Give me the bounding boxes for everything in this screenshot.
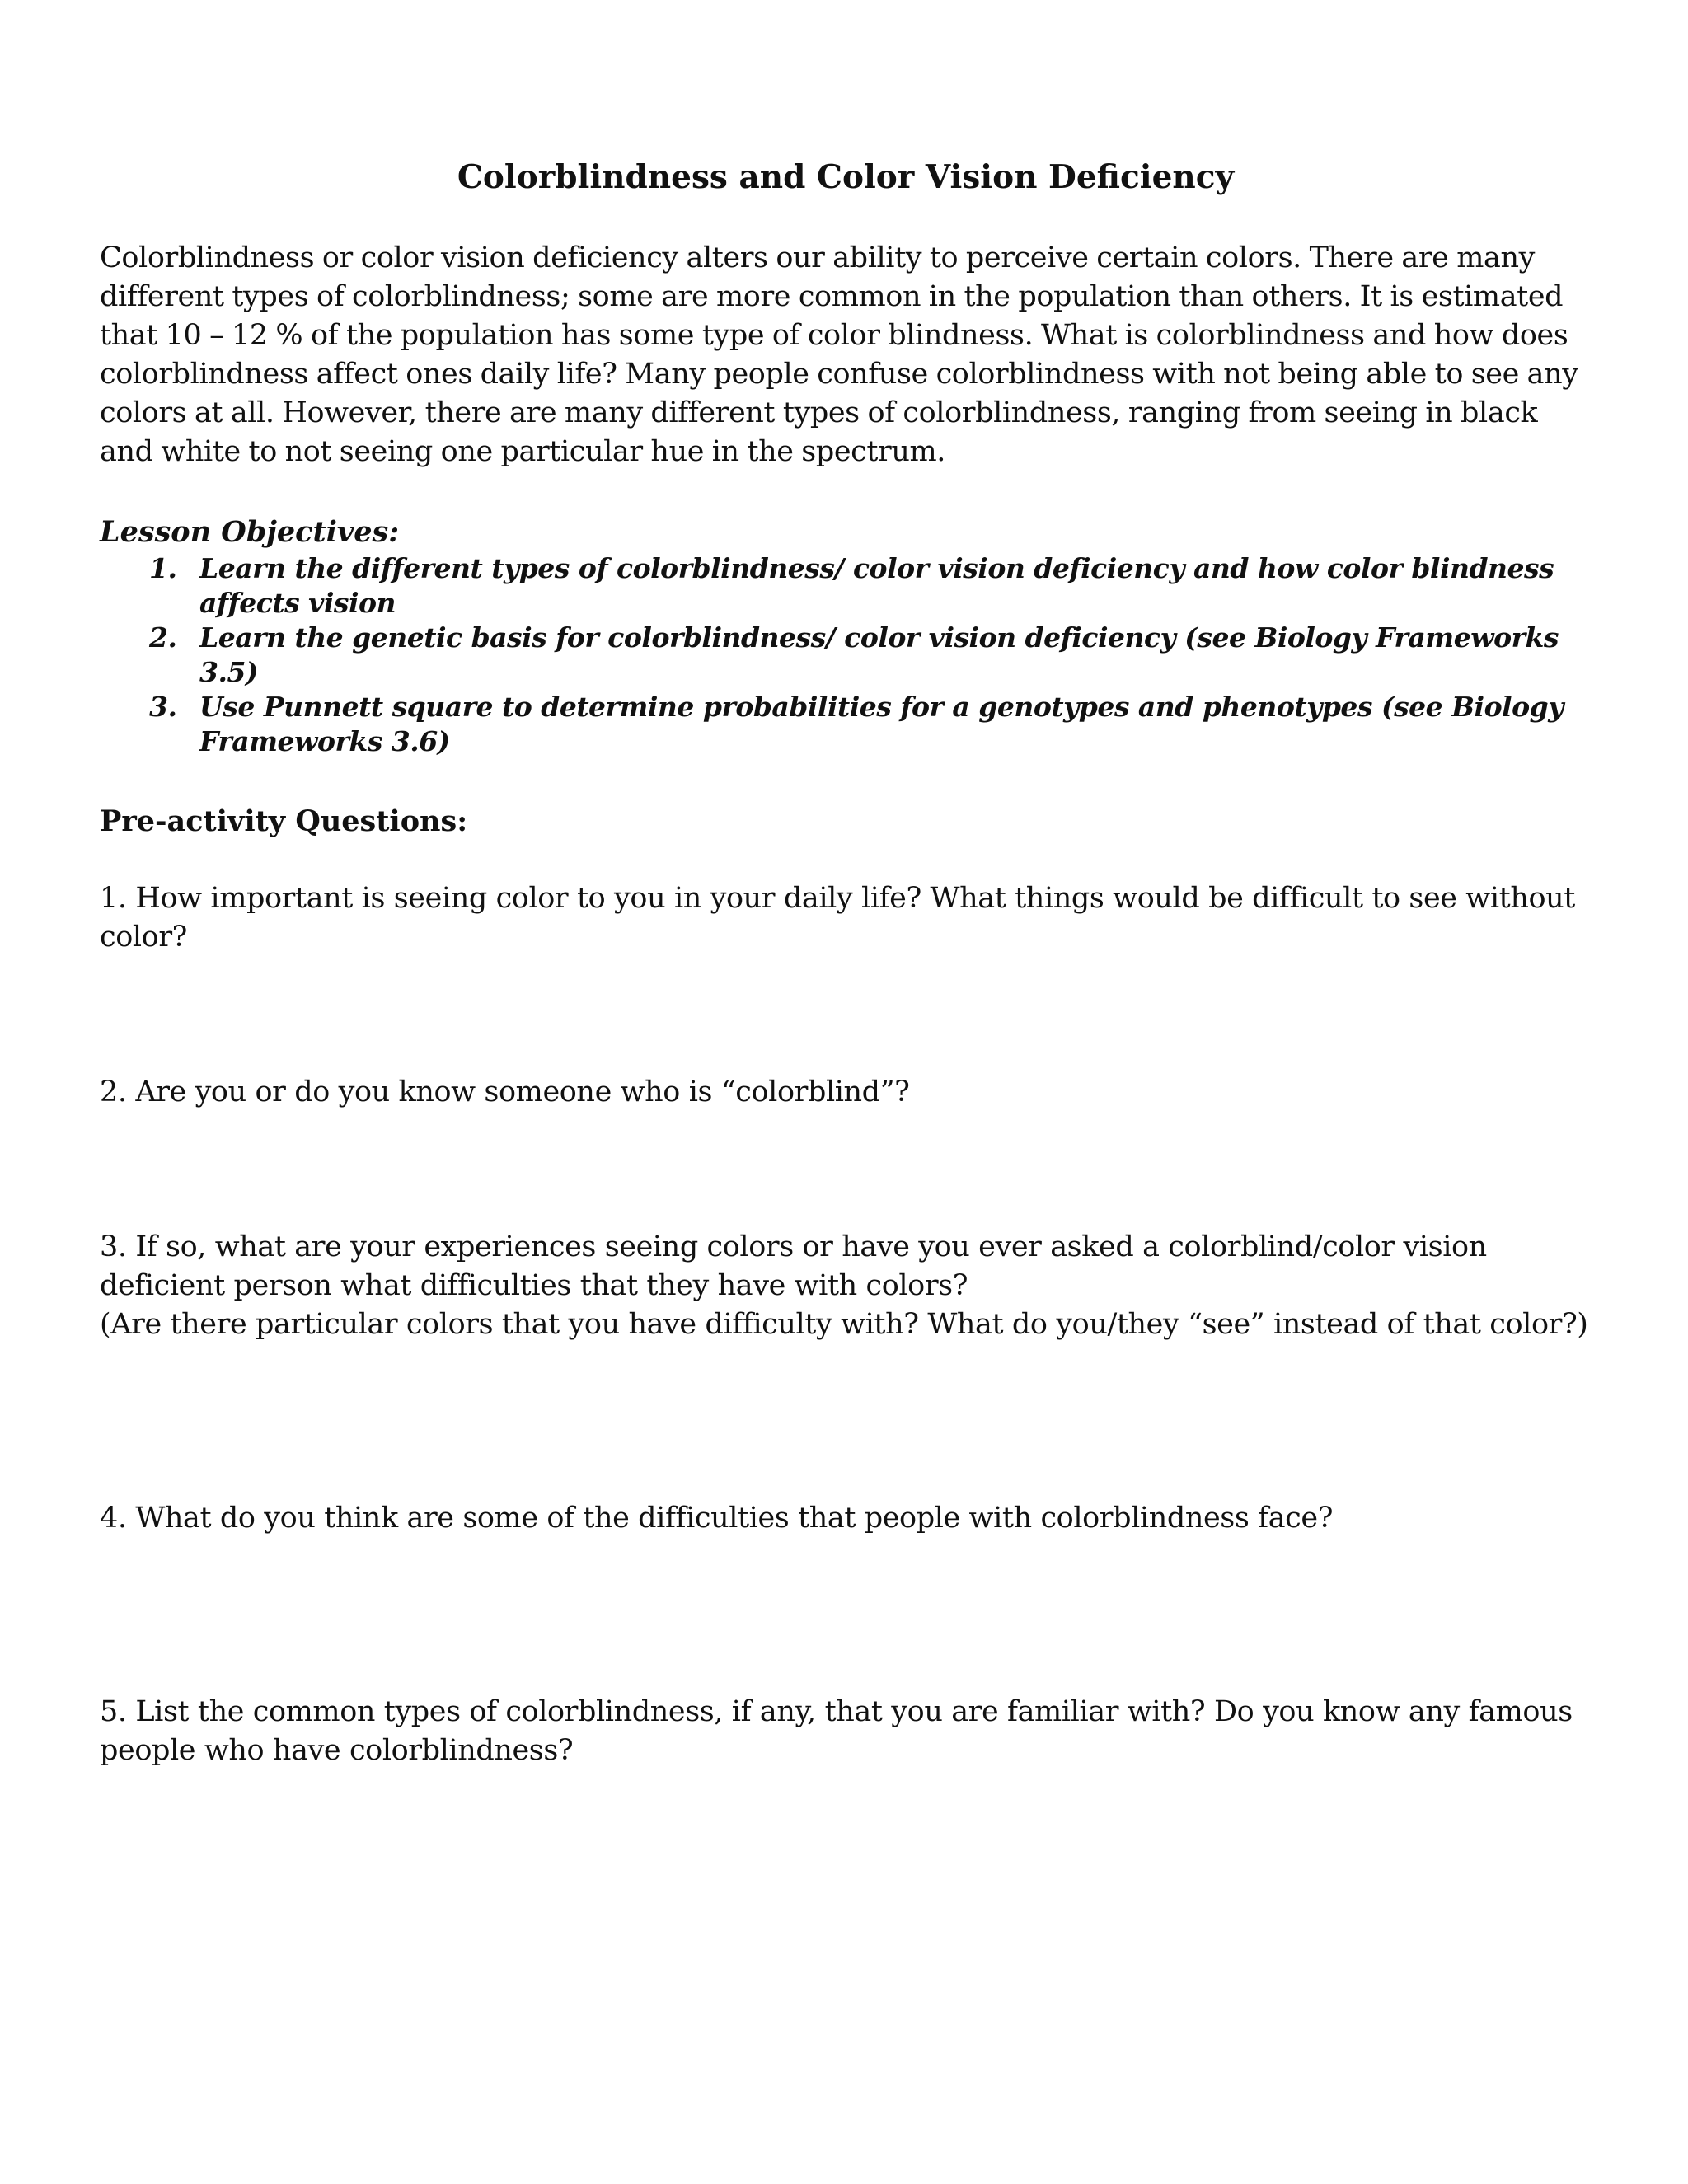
question-3-block xyxy=(100,1228,1592,1344)
objective-text: Learn the different types of colorblindness/ color vision deficiency and how color blindness affects vision xyxy=(199,552,1554,619)
objective-item xyxy=(100,621,1592,690)
objective-item xyxy=(100,690,1592,759)
objectives-list xyxy=(100,551,1592,759)
objective-number: 1. xyxy=(149,552,177,584)
objective-number: 2. xyxy=(149,621,177,654)
question-5: 5. List the common types of colorblindness, if any, that you are familiar with? Do you know any famous people who have colorblindness? xyxy=(100,1695,1573,1767)
question-1: 1. How important is seeing color to you in your daily life? What things would be difficult to see without color? xyxy=(100,882,1575,954)
question-3: 3. If so, what are your experiences seeing colors or have you ever asked a colorblind/color vision deficient person what difficulties that they have with colors? xyxy=(100,1230,1487,1302)
document-page xyxy=(100,157,1592,1770)
objective-item xyxy=(100,551,1592,621)
pre-activity-heading: Pre-activity Questions: xyxy=(100,804,468,838)
objectives-heading: Lesson Objectives: xyxy=(100,515,400,549)
question-4: 4. What do you think are some of the difficulties that people with colorblindness face? xyxy=(100,1502,1334,1535)
objective-text: Learn the genetic basis for colorblindness/ color vision deficiency (see Biology Frameworks 3.5) xyxy=(199,621,1559,688)
objective-number: 3. xyxy=(149,691,177,723)
question-3-followup: (Are there particular colors that you have difficulty with? What do you/they “see” instead of that color?) xyxy=(100,1308,1588,1341)
document-title: Colorblindness and Color Vision Deficiency xyxy=(457,158,1235,196)
objective-text: Use Punnett square to determine probabilities for a genotypes and phenotypes (see Biology Frameworks 3.6) xyxy=(199,691,1564,757)
question-2: 2. Are you or do you know someone who is “colorblind”? xyxy=(100,1076,910,1108)
intro-paragraph: Colorblindness or color vision deficiency alters our ability to perceive certain colors. There are many different types of colorblindness; some are more common in the population than others. It is estimated that 10 – 12 % of the population has some type of color blindness. What is colorblindness and how does colorblindness affect ones daily life? Many people confuse colorblindness with not being able to see any colors at all. However, there are many different types of colorblindness, ranging from seeing in black and white to not seeing one particular hue in the spectrum. xyxy=(100,241,1578,468)
